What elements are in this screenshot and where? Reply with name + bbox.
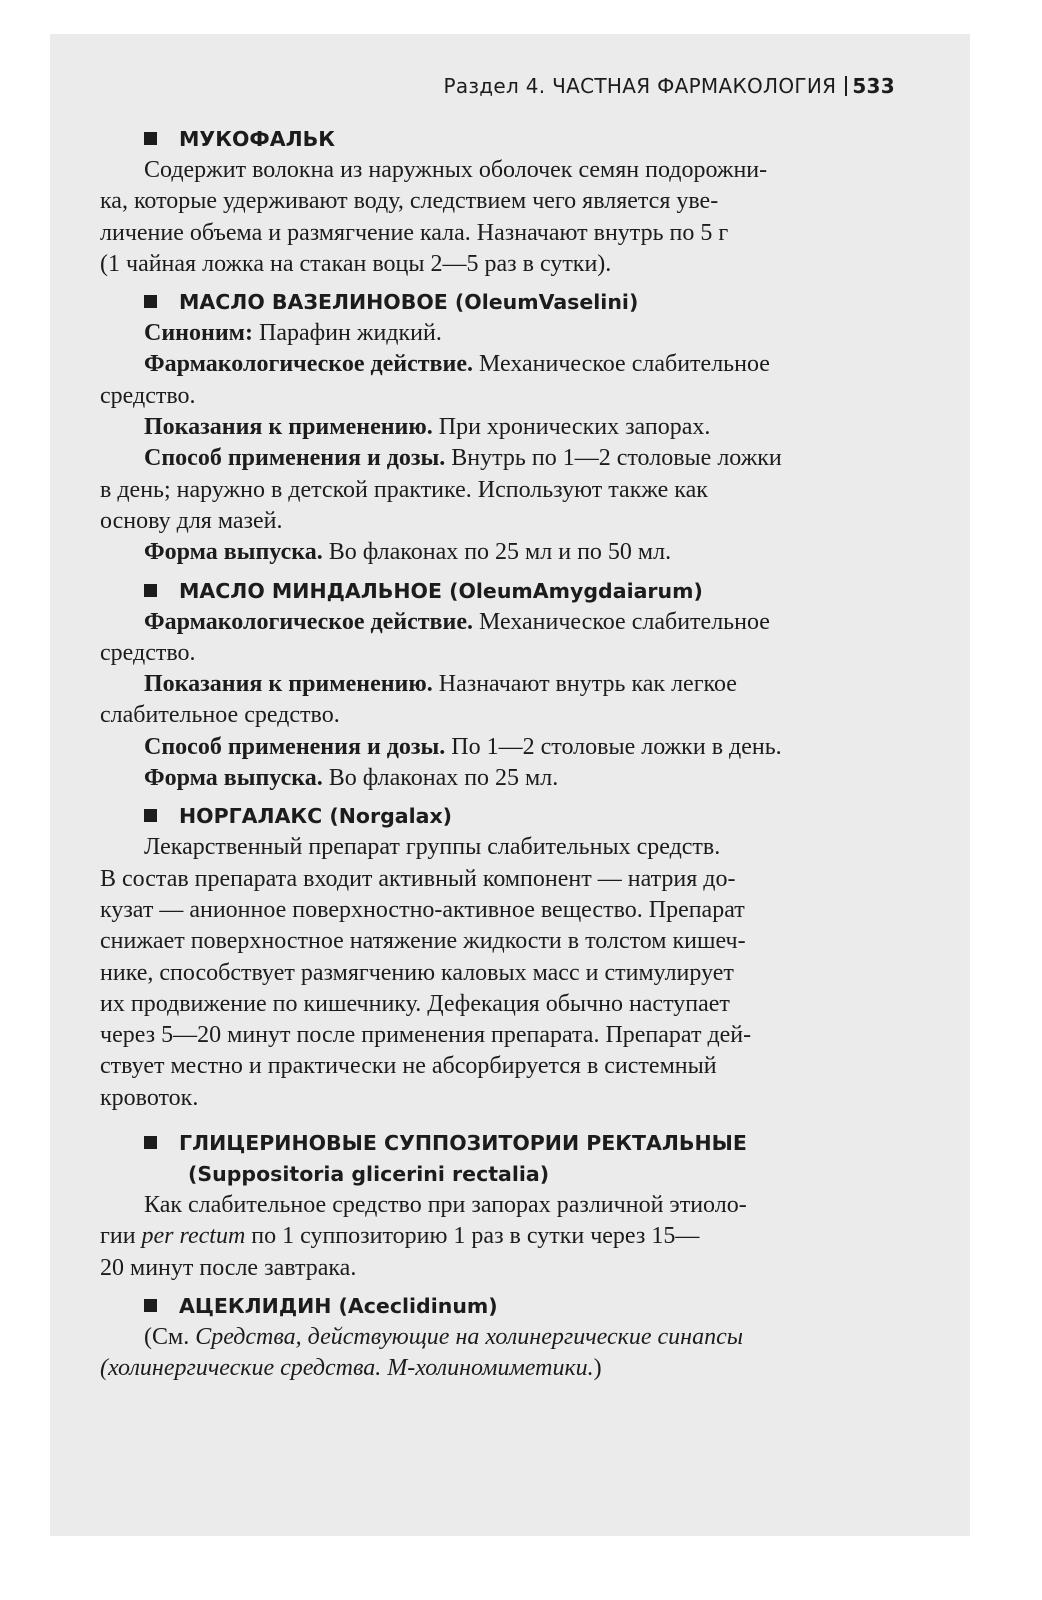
text-line: ствует местно и практически не абсорбируется в системный [100,1053,717,1080]
section-title: Раздел 4. ЧАСТНАЯ ФАРМАКОЛОГИЯ [443,74,837,98]
indications-line: Показания к применению. При хронических запорах. [144,414,711,441]
text-line: слабительное средство. [100,702,340,729]
text-line: кровоток. [100,1084,199,1111]
entry-body [100,155,895,280]
synonym-line: Синоним: Парафин жидкий. [144,320,442,347]
text-line: через 5—20 минут после применения препарата. Препарат дей- [100,1022,752,1049]
text-line: снижает поверхностное натяжение жидкости в толстом кишеч- [100,928,746,955]
text-line: (1 чайная ложка на стакан воцы 2—5 раз в сутки). [100,250,612,277]
dosage-line: Способ применения и дозы. Внутрь по 1—2 столовые ложки [144,445,782,472]
entry-heading: МАСЛО ВАЗЕЛИНОВОЕ (OleumVaselini) [144,287,895,318]
entry-heading: ГЛИЦЕРИНОВЫЕ СУППОЗИТОРИИ РЕКТАЛЬНЫЕ (Suppositoria glicerini rectalia) [144,1128,895,1190]
text-line: средство. [100,382,196,409]
text-line: Лекарственный препарат группы слабительных средств. [144,834,721,861]
book-page [100,72,895,1385]
text-line: ка, которые удерживают воду, следствием чего является уве- [100,188,719,215]
entry-body [100,607,895,795]
text-line: 20 минут после завтрака. [100,1254,357,1281]
entry-heading: НОРГАЛАКС (Norgalax) [144,801,895,832]
square-bullet-icon [144,1299,157,1312]
square-bullet-icon [144,809,157,822]
text-line: нике, способствует размягчению каловых масс и стимулирует [100,959,734,986]
text-line: в день; наружно в детской практике. Используют также как [100,476,708,503]
cross-reference-line: (См. Средства, действующие на холинергические синапсы [144,1323,743,1350]
text-line: основу для мазей. [100,507,283,534]
cross-reference-line: (холинергические средства. М-холиномиметики.) [100,1355,602,1382]
text-line: средство. [100,639,196,666]
entry-heading: МУКОФАЛЬК [144,124,895,155]
entry-body [100,318,895,568]
text-line: их продвижение по кишечнику. Дефекация обычно наступает [100,990,730,1017]
text-line: Как слабительное средство при запорах различной этиоло- [144,1192,747,1219]
running-head [100,72,895,100]
entry-body [100,1322,895,1385]
square-bullet-icon [144,132,157,145]
action-line: Фармакологическое действие. Механическое слабительное [144,351,770,378]
header-divider [845,76,847,96]
entry-body [100,1190,895,1284]
entry-body [100,832,895,1114]
page-number: 533 [852,74,895,98]
text-line: гии per rectum по 1 суппозиторию 1 раз в сутки через 15— [100,1223,700,1250]
square-bullet-icon [144,1136,157,1149]
indications-line: Показания к применению. Назначают внутрь как легкое [144,671,737,698]
square-bullet-icon [144,295,157,308]
action-line: Фармакологическое действие. Механическое слабительное [144,608,770,635]
text-line: Содержит волокна из наружных оболочек семян подорожни- [144,157,768,183]
text-line: В состав препарата входит активный компонент — натрия до- [100,865,736,892]
square-bullet-icon [144,584,157,597]
form-line: Форма выпуска. Во флаконах по 25 мл и по 50 мл. [144,539,672,566]
dosage-line: Способ применения и дозы. По 1—2 столовые ложки в день. [144,733,782,760]
text-line: личение объема и размягчение кала. Назначают внутрь по 5 г [100,219,729,246]
text-line: кузат — анионное поверхностно-активное вещество. Препарат [100,896,745,923]
form-line: Форма выпуска. Во флаконах по 25 мл. [144,765,559,792]
entry-heading: АЦЕКЛИДИН (Aceclidinum) [144,1291,895,1322]
entry-heading: МАСЛО МИНДАЛЬНОЕ (OleumAmygdaiarum) [144,576,895,607]
